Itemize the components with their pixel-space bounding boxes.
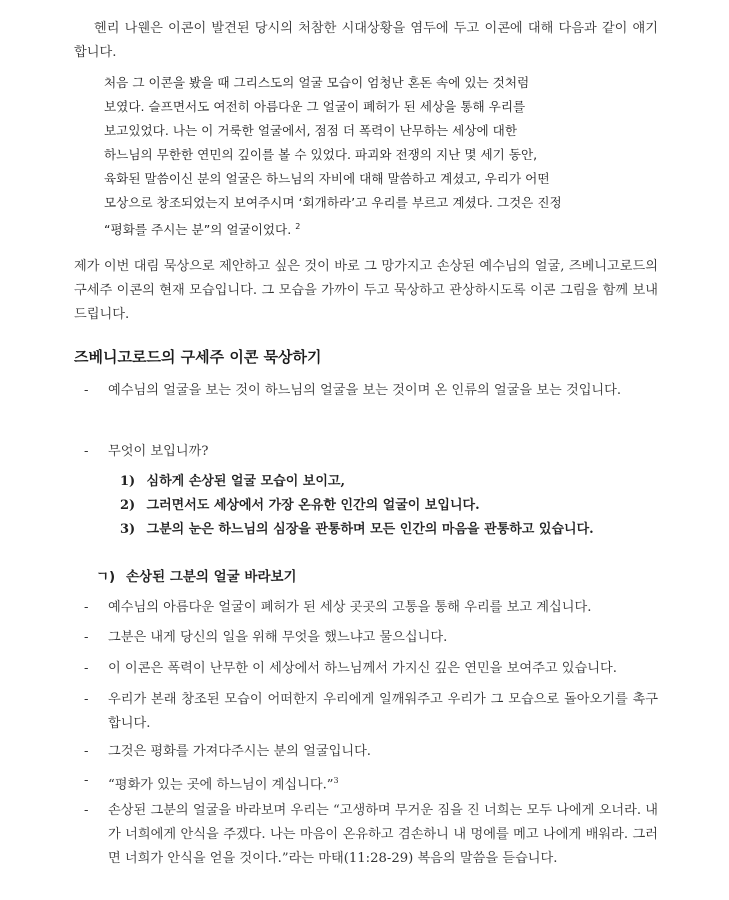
- bullet-text: 손상된 그분의 얼굴을 바라보며 우리는 “고생하며 무거운 짐을 진 너희는 모두 나에게 오너라. 내가 너희에게 안식을 주겠다. 나는 마음이 온유하고 겸손하니 내 멍에를 메고 나에게 배워라. 그러면 너희가 안식을 얻을 것이다.”라는 마태(11:28-29) 복음의 말씀을 듣습니다.: [108, 803, 658, 866]
- intro-paragraph: [74, 17, 658, 65]
- quote-line-text: “평화를 주시는 분”의 얼굴이었다.: [104, 222, 292, 238]
- bullet-text: 예수님의 아름다운 얼굴이 폐허가 된 세상 곳곳의 고통을 통해 우리를 보고 계십니다.: [108, 600, 592, 615]
- quote-line: 육화된 말씀이신 분의 얼굴은 하느님의 자비에 대해 말씀하고 계셨고, 우리가 어떤: [104, 171, 550, 186]
- item-number: 2): [120, 498, 136, 513]
- bullet-item: [84, 440, 658, 464]
- bullet-item: [84, 769, 658, 797]
- dash-marker: -: [84, 744, 89, 759]
- bullet-text: 이 이콘은 폭력이 난무한 이 세상에서 하느님께서 가지신 깊은 연민을 보여주고 있습니다.: [108, 661, 617, 676]
- bullet-item: [84, 596, 658, 620]
- bullet-text-with-footnote: [108, 769, 658, 797]
- block-quote: [104, 71, 644, 239]
- dash-marker: -: [84, 600, 89, 615]
- bullet-text: “평화가 있는 곳에 하느님이 계십니다.”: [108, 777, 334, 793]
- bullet-text: 무엇이 보입니까?: [108, 444, 209, 459]
- dash-marker: -: [84, 692, 89, 707]
- item-number: 1): [120, 474, 136, 489]
- quote-line: 보였다. 슬프면서도 여전히 아름다운 그 얼굴이 폐허가 된 세상을 통해 우리를: [104, 99, 526, 114]
- bullet-item: [84, 799, 658, 871]
- bullet-text: 예수님의 얼굴을 보는 것이 하느님의 얼굴을 보는 것이며 온 인류의 얼굴을 보는 것입니다.: [108, 383, 622, 398]
- subsection-marker: ㄱ): [96, 569, 116, 585]
- numbered-item: [120, 518, 594, 542]
- bullet-item: [84, 688, 658, 736]
- after-quote-paragraph: 제가 이번 대림 묵상으로 제안하고 싶은 것이 바로 그 망가지고 손상된 예수님의 얼굴, 즈베니고로드의 구세주 이콘의 현재 모습입니다. 그 모습을 가까이 두고 묵상하고 관상하시도록 이콘 그림을 함께 보내드립니다.: [74, 259, 658, 322]
- quote-line-last: [104, 215, 644, 239]
- dash-marker: -: [84, 803, 89, 818]
- bullet-text: 우리가 본래 창조된 모습이 어떠한지 우리에게 일깨워주고 우리가 그 모습으로 돌아오기를 촉구합니다.: [108, 692, 658, 731]
- bullet-item: [84, 379, 658, 403]
- bullet-text: 그분은 내게 당신의 일을 위해 무엇을 했느냐고 물으십니다.: [108, 630, 448, 645]
- bullet-item: [84, 626, 658, 650]
- section-heading: 즈베니고로드의 구세주 이콘 묵상하기: [74, 348, 322, 366]
- bullet-text: 그것은 평화를 가져다주시는 분의 얼굴입니다.: [108, 744, 372, 759]
- item-text: 그러면서도 세상에서 가장 온유한 인간의 얼굴이 보입니다.: [146, 498, 480, 513]
- footnote-ref[interactable]: 3: [333, 776, 339, 785]
- numbered-list: [120, 470, 594, 542]
- numbered-item: [120, 470, 594, 494]
- dash-marker: -: [84, 444, 89, 459]
- quote-line: 처음 그 이콘을 봤을 때 그리스도의 얼굴 모습이 엄청난 혼돈 속에 있는 것처럼: [104, 75, 530, 90]
- bullet-item: [84, 657, 658, 681]
- quote-line: 모상으로 창조되었는지 보여주시며 ‘회개하라’고 우리를 부르고 계셨다. 그것은 진정: [104, 195, 562, 210]
- footnote-ref[interactable]: 2: [295, 222, 301, 231]
- quote-line: 하느님의 무한한 연민의 깊이를 볼 수 있었다. 파괴와 전쟁의 지난 몇 세기 동안,: [104, 147, 538, 162]
- bullet-item: [84, 740, 658, 764]
- subsection-title: 손상된 그분의 얼굴 바라보기: [126, 569, 297, 585]
- dash-marker: -: [84, 661, 89, 676]
- dash-marker: -: [84, 383, 89, 398]
- quote-line: 보고있었다. 나는 이 거룩한 얼굴에서, 점점 더 폭력이 난무하는 세상에 대한: [104, 123, 518, 138]
- dash-marker: -: [84, 630, 89, 645]
- numbered-item: [120, 494, 594, 518]
- dash-marker: -: [84, 773, 89, 788]
- item-text: 심하게 손상된 얼굴 모습이 보이고,: [146, 474, 345, 489]
- intro-text: 헨리 나웬은 이콘이 발견된 당시의 처참한 시대상황을 염두에 두고 이콘에 대해 다음과 같이 얘기합니다.: [74, 21, 658, 60]
- item-number: 3): [120, 522, 136, 537]
- subsection-heading: [96, 565, 297, 585]
- item-text: 그분의 눈은 하느님의 심장을 관통하며 모든 인간의 마음을 관통하고 있습니다.: [146, 522, 594, 537]
